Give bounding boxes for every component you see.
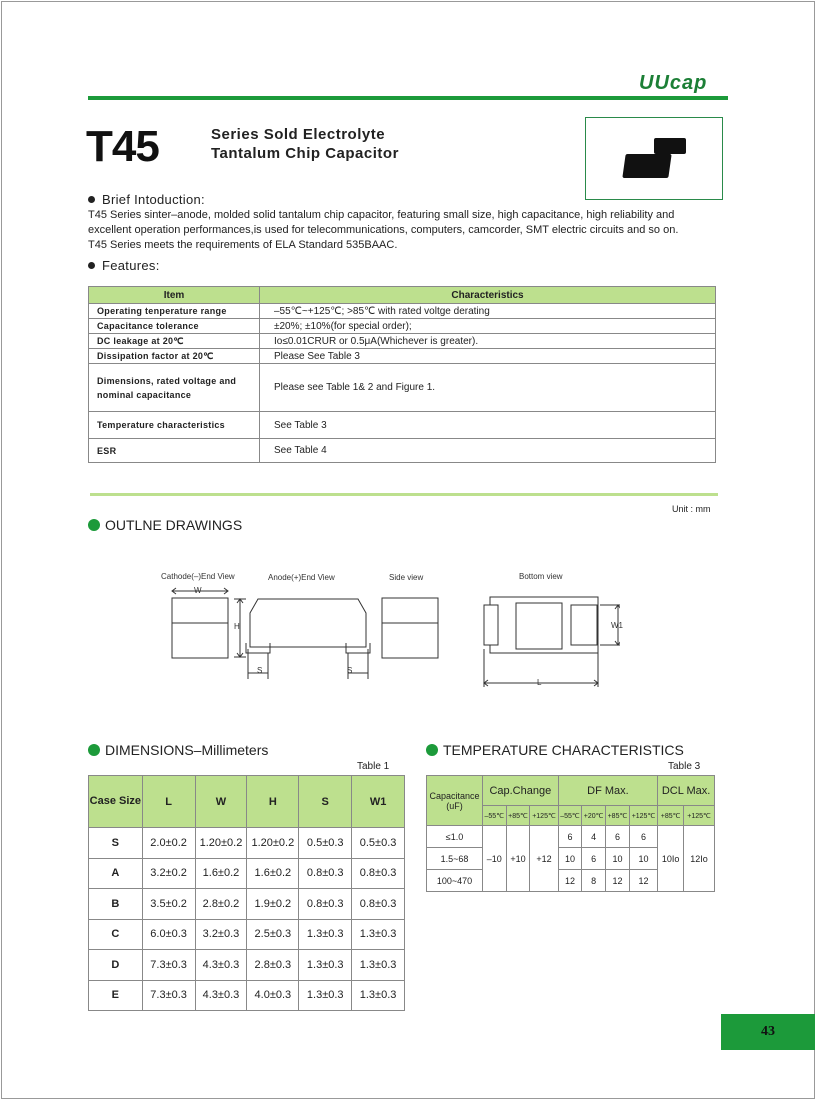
df-cell: 12 [558, 870, 582, 892]
col-l: L [142, 776, 195, 828]
header-rule [88, 96, 728, 100]
bullet-icon [88, 262, 95, 269]
col-w: W [195, 776, 247, 828]
table-row [89, 889, 405, 920]
features-table [88, 286, 716, 463]
table-row [89, 439, 716, 463]
feature-value: Please see Table 1& 2 and Figure 1. [260, 364, 716, 412]
dim-cell: 2.5±0.3 [247, 919, 299, 950]
dim-cell: 1.20±0.2 [195, 828, 247, 859]
col-s: S [299, 776, 352, 828]
side-view-body [382, 598, 438, 658]
dim-cell: 0.5±0.3 [299, 828, 352, 859]
feature-item: Temperature characteristics [89, 412, 260, 439]
dcl-cell: 10Io [658, 826, 684, 892]
table-row [89, 950, 405, 981]
table-row [427, 826, 715, 848]
dim-cell: 0.8±0.3 [352, 858, 405, 889]
table-row [89, 919, 405, 950]
cap-change-cell: –10 [483, 826, 507, 892]
feature-item: Capacitance tolerance [89, 319, 260, 334]
temp-sub-header: +20℃ [582, 806, 606, 826]
dim-cell: 1.3±0.3 [299, 919, 352, 950]
product-photo [585, 117, 723, 200]
df-cell: 6 [629, 826, 657, 848]
df-cell: 10 [558, 848, 582, 870]
anode-view-label: Anode(+)End View [268, 573, 335, 582]
capacitance-cell: 1.5~68 [427, 848, 483, 870]
section-divider [90, 493, 718, 496]
dim-cell: 0.8±0.3 [299, 889, 352, 920]
brand-logo: UUcap [639, 72, 708, 94]
dim-cell: 1.3±0.3 [299, 950, 352, 981]
intro-heading: Brief Intoduction: [102, 192, 205, 207]
temp-group-header-row [427, 776, 715, 806]
s-mark: S [257, 666, 263, 675]
intro-line: T45 Series meets the requirements of ELA Standard 535BAAC. [88, 239, 398, 251]
outline-drawing [160, 583, 620, 693]
feature-value: See Table 4 [260, 439, 716, 463]
table1-label: Table 1 [357, 761, 390, 772]
dimensions-heading: DIMENSIONS–Millimeters [105, 742, 269, 758]
df-cell: 12 [629, 870, 657, 892]
cathode-view-label: Cathode(–)End View [161, 572, 235, 581]
temperature-table [426, 775, 715, 892]
cap-change-cell: +12 [530, 826, 558, 892]
dim-cell: 4.0±0.3 [247, 980, 299, 1011]
bullet-icon [88, 744, 100, 756]
df-cell: 6 [558, 826, 582, 848]
s-mark: S [347, 666, 353, 675]
dimensions-heading-row [88, 742, 268, 758]
dim-cell: 1.6±0.2 [195, 858, 247, 889]
dim-cell: 1.6±0.2 [247, 858, 299, 889]
bullet-icon [88, 519, 100, 531]
dim-cell: 1.3±0.3 [352, 919, 405, 950]
dim-cell: 0.8±0.3 [352, 889, 405, 920]
feature-value: Io≤0.01CRUR or 0.5μA(Whichever is greater). [260, 334, 716, 349]
df-cell: 8 [582, 870, 606, 892]
dimensions-header-row [89, 776, 405, 828]
series-title: T45 [86, 122, 159, 171]
dim-cell: 1.20±0.2 [247, 828, 299, 859]
df-cell: 10 [629, 848, 657, 870]
outline-heading-row [88, 517, 242, 533]
anode-end-body [250, 599, 366, 647]
dim-cell: 3.2±0.3 [195, 919, 247, 950]
col-case-size: Case Size [89, 776, 143, 828]
feature-value: ±20%; ±10%(for special order); [260, 319, 716, 334]
df-cell: 4 [582, 826, 606, 848]
intro-heading-row [88, 192, 205, 207]
temp-sub-header: –55℃ [558, 806, 582, 826]
h-mark: H [234, 622, 240, 631]
temp-sub-header: –55℃ [483, 806, 507, 826]
case-size-cell: E [89, 980, 143, 1011]
l-mark: L [537, 678, 542, 687]
table-row [89, 319, 716, 334]
dim-cell: 2.8±0.3 [247, 950, 299, 981]
dim-cell: 4.3±0.3 [195, 980, 247, 1011]
temp-sub-header: +125℃ [684, 806, 715, 826]
side-view-label: Side view [389, 573, 424, 582]
subtitle-line-2: Tantalum Chip Capacitor [211, 145, 399, 162]
cathode-end-body [172, 598, 228, 658]
table-row [89, 304, 716, 319]
chip-small [654, 138, 686, 154]
dim-cell: 1.3±0.3 [299, 980, 352, 1011]
case-size-cell: S [89, 828, 143, 859]
col-df-max: DF Max. [558, 776, 657, 806]
col-cap-change: Cap.Change [483, 776, 559, 806]
dim-cell: 7.3±0.3 [142, 980, 195, 1011]
page-number: 43 [721, 1014, 815, 1050]
feature-item: ESR [89, 439, 260, 463]
dim-cell: 1.3±0.3 [352, 950, 405, 981]
dim-cell: 6.0±0.3 [142, 919, 195, 950]
temp-sub-header: +85℃ [606, 806, 630, 826]
df-cell: 6 [606, 826, 630, 848]
table-row [89, 364, 716, 412]
table-row [89, 349, 716, 364]
feature-item: DC leakage at 20℃ [89, 334, 260, 349]
table-row [89, 980, 405, 1011]
dim-cell: 7.3±0.3 [142, 950, 195, 981]
col-h: H [247, 776, 299, 828]
table-row [89, 412, 716, 439]
dim-cell: 4.3±0.3 [195, 950, 247, 981]
bottom-view-label: Bottom view [519, 572, 563, 581]
case-size-cell: A [89, 858, 143, 889]
temperature-heading: TEMPERATURE CHARACTERISTICS [443, 742, 684, 758]
w1-mark: W1 [611, 621, 623, 630]
col-capacitance: Capacitance (uF) [427, 776, 483, 826]
df-cell: 10 [606, 848, 630, 870]
capacitance-cell: 100~470 [427, 870, 483, 892]
table-row [89, 334, 716, 349]
dim-cell: 3.5±0.2 [142, 889, 195, 920]
temp-sub-header: +85℃ [658, 806, 684, 826]
dim-cell: 2.0±0.2 [142, 828, 195, 859]
features-heading-row [88, 258, 160, 273]
capacitance-cell: ≤1.0 [427, 826, 483, 848]
temperature-heading-row [426, 742, 684, 758]
unit-label: Unit : mm [672, 504, 711, 514]
dim-cell: 0.5±0.3 [352, 828, 405, 859]
case-size-cell: B [89, 889, 143, 920]
table-row [89, 858, 405, 889]
feature-value: Please See Table 3 [260, 349, 716, 364]
features-heading: Features: [102, 258, 160, 273]
dim-cell: 0.8±0.3 [299, 858, 352, 889]
dcl-cell: 12Io [684, 826, 715, 892]
feature-item: Dissipation factor at 20℃ [89, 349, 260, 364]
feature-item: Dimensions, rated voltage and nominal capacitance [89, 364, 260, 412]
bullet-icon [426, 744, 438, 756]
temp-sub-header: +125℃ [629, 806, 657, 826]
intro-text [88, 208, 728, 253]
temp-sub-header: +85℃ [506, 806, 530, 826]
feature-value: See Table 3 [260, 412, 716, 439]
temp-sub-header: +125℃ [530, 806, 558, 826]
col-item: Item [89, 287, 260, 304]
feature-value: –55℃~+125℃; >85℃ with rated voltge derating [260, 304, 716, 319]
chip-large [622, 154, 671, 178]
intro-line: excellent operation performances,is used for telecommunications, computers, camcorder, SMT electric circuits and so on. [88, 224, 679, 236]
subtitle-line-1: Series Sold Electrolyte [211, 126, 386, 143]
intro-line: T45 Series sinter–anode, molded solid tantalum chip capacitor, featuring small size, high capacitance, high reliability and [88, 209, 675, 221]
dim-cell: 1.9±0.2 [247, 889, 299, 920]
cap-change-cell: +10 [506, 826, 530, 892]
w-mark: W [194, 586, 202, 595]
features-header-row [89, 287, 716, 304]
dim-cell: 2.8±0.2 [195, 889, 247, 920]
dim-cell: 1.3±0.3 [352, 980, 405, 1011]
bullet-icon [88, 196, 95, 203]
case-size-cell: D [89, 950, 143, 981]
df-cell: 12 [606, 870, 630, 892]
feature-item: Operating tenperature range [89, 304, 260, 319]
col-w1: W1 [352, 776, 405, 828]
outline-heading: OUTLNE DRAWINGS [105, 517, 243, 533]
col-characteristics: Characteristics [260, 287, 716, 304]
col-dcl-max: DCL Max. [658, 776, 715, 806]
dimensions-table [88, 775, 405, 1011]
table3-label: Table 3 [668, 761, 701, 772]
table-row [89, 828, 405, 859]
dim-cell: 3.2±0.2 [142, 858, 195, 889]
case-size-cell: C [89, 919, 143, 950]
df-cell: 6 [582, 848, 606, 870]
